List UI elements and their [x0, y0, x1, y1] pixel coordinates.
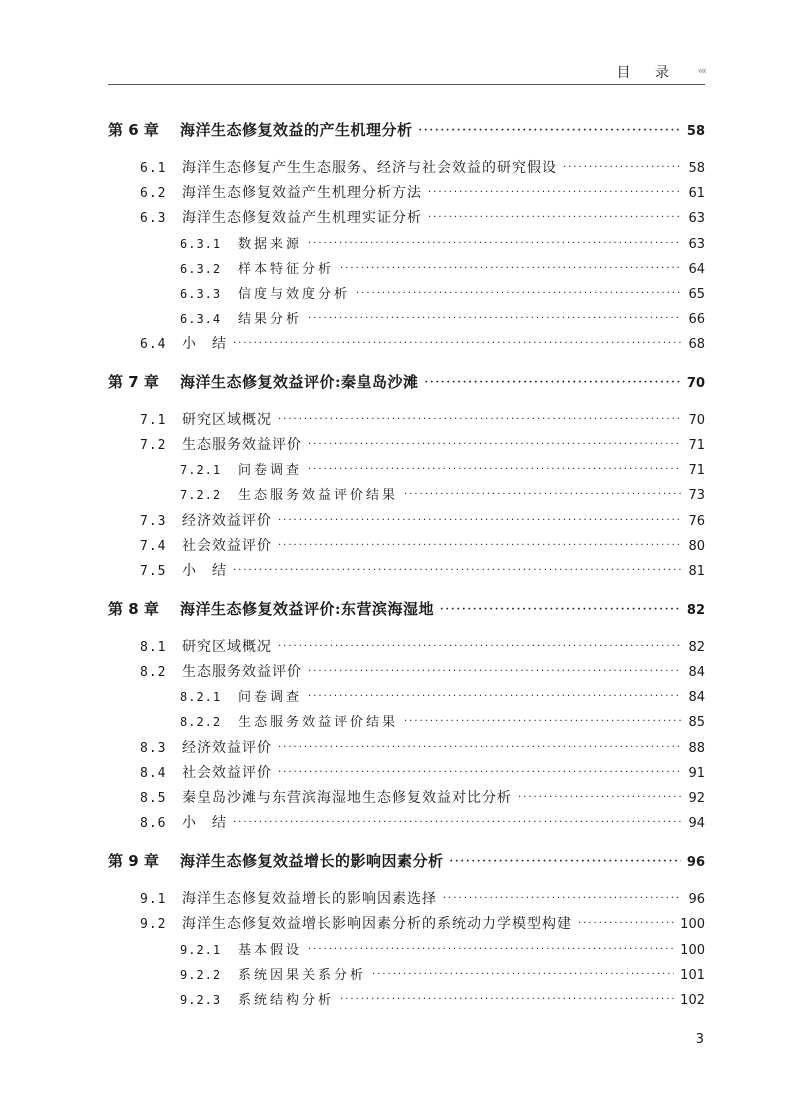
section-title: 经济效益评价: [182, 740, 272, 756]
leader-dots: [278, 767, 682, 778]
subsection-number: 6.3.3: [180, 287, 222, 301]
section-title: 生态服务效益评价: [182, 437, 302, 453]
leader-dots: [308, 439, 682, 450]
toc-section-6-2[interactable]: [140, 182, 705, 204]
chapter-title: 海洋生态修复效益的产生机理分析: [180, 121, 413, 139]
leader-dots: [308, 691, 682, 702]
leader-dots: [404, 716, 682, 727]
section-title: 海洋生态修复效益产生机理实证分析: [182, 210, 422, 226]
toc-section-7-2[interactable]: [140, 434, 705, 456]
leader-dots: [340, 994, 674, 1005]
toc-section-9-1[interactable]: [140, 888, 705, 910]
section-title: 海洋生态修复产生生态服务、经济与社会效益的研究假设: [182, 160, 557, 176]
toc-section-6-3[interactable]: [140, 207, 705, 229]
page-number: 66: [688, 312, 705, 327]
toc-subsection-6-3-3[interactable]: [180, 283, 705, 305]
running-header: [108, 60, 705, 85]
section-number: 8.1: [140, 640, 167, 655]
chapter-number: 第 8 章: [108, 600, 159, 618]
section-title: 经济效益评价: [182, 513, 272, 529]
page-number: 73: [688, 488, 705, 503]
toc-subsection-6-3-2[interactable]: [180, 258, 705, 280]
section-number: 6.3: [140, 211, 167, 226]
leader-dots: [233, 565, 682, 576]
leader-dots: [308, 944, 674, 955]
leader-dots: [419, 125, 681, 136]
section-number: 7.5: [140, 564, 167, 579]
section-number: 6.4: [140, 337, 167, 352]
toc-section-8-2[interactable]: [140, 661, 705, 683]
subsection-title: 基本假设: [238, 943, 303, 958]
subsection-title: 数据来源: [238, 237, 303, 252]
page-number: 82: [686, 603, 705, 618]
toc-section-7-5[interactable]: [140, 560, 705, 582]
section-title: 小 结: [182, 336, 227, 352]
toc-chapter-6[interactable]: [108, 119, 705, 141]
subsection-number: 6.3.4: [180, 312, 222, 326]
page-number: 84: [688, 690, 705, 705]
toc-section-6-4[interactable]: [140, 333, 705, 355]
subsection-number: 7.2.1: [180, 463, 222, 477]
section-number: 8.6: [140, 816, 167, 831]
chapter-title: 海洋生态修复效益评价:东营滨海湿地: [180, 600, 435, 618]
leader-dots: [278, 515, 682, 526]
leader-dots: [563, 162, 682, 173]
subsection-title: 问卷调查: [238, 463, 303, 478]
subsection-number: 6.3.2: [180, 262, 222, 276]
page-number: 71: [688, 438, 705, 453]
leader-dots: [578, 918, 674, 929]
page-number: 91: [688, 766, 705, 781]
leader-dots: [308, 464, 682, 475]
page-number: 64: [688, 262, 705, 277]
page-number: 76: [688, 514, 705, 529]
header-title: 目 录: [616, 65, 679, 81]
toc-section-7-3[interactable]: [140, 510, 705, 532]
toc-section-8-4[interactable]: [140, 762, 705, 784]
leader-dots: [278, 414, 682, 425]
page-number: 58: [686, 124, 705, 139]
chapter-number: 第 9 章: [108, 852, 159, 870]
toc-section-8-6[interactable]: [140, 812, 705, 834]
page-number: 94: [688, 816, 705, 831]
page-number: 92: [688, 791, 705, 806]
subsection-title: 生态服务效益评价结果: [238, 715, 399, 730]
subsection-title: 信度与效度分析: [238, 287, 351, 302]
toc-chapter-8[interactable]: [108, 598, 705, 620]
leader-dots: [450, 856, 681, 867]
subsection-title: 结果分析: [238, 312, 303, 327]
toc-subsection-9-2-1[interactable]: [180, 939, 705, 961]
section-number: 9.1: [140, 892, 167, 907]
section-title: 研究区域概况: [182, 412, 272, 428]
section-title: 社会效益评价: [182, 765, 272, 781]
page-number: 68: [688, 337, 705, 352]
toc-subsection-7-2-1[interactable]: [180, 459, 705, 481]
chapter-number: 第 7 章: [108, 373, 159, 391]
section-number: 7.3: [140, 514, 167, 529]
section-title: 社会效益评价: [182, 538, 272, 554]
section-title: 海洋生态修复效益增长的影响因素选择: [182, 891, 437, 907]
page-number: 80: [688, 539, 705, 554]
leader-dots: [443, 893, 682, 904]
section-title: 生态服务效益评价: [182, 664, 302, 680]
chevron-left-icon: ‹‹‹: [697, 64, 705, 77]
leader-dots: [340, 263, 682, 274]
leader-dots: [233, 338, 682, 349]
section-number: 8.4: [140, 766, 167, 781]
section-number: 6.1: [140, 161, 167, 176]
subsection-number: 9.2.3: [180, 993, 222, 1007]
leader-dots: [428, 187, 682, 198]
leader-dots: [440, 604, 681, 615]
toc-subsection-6-3-1[interactable]: [180, 233, 705, 255]
page-number: 96: [688, 892, 705, 907]
page-number: 102: [680, 993, 705, 1008]
section-number: 7.1: [140, 413, 167, 428]
leader-dots: [278, 742, 682, 753]
page-number: 85: [688, 715, 705, 730]
leader-dots: [425, 377, 681, 388]
page-number: 96: [686, 855, 705, 870]
toc-section-8-3[interactable]: [140, 737, 705, 759]
page-number: 100: [680, 943, 705, 958]
page-number: 65: [688, 287, 705, 302]
section-number: 9.2: [140, 917, 167, 932]
leader-dots: [428, 212, 682, 223]
toc-subsection-8-2-2[interactable]: [180, 711, 705, 733]
toc-subsection-9-2-2[interactable]: [180, 964, 705, 986]
subsection-title: 系统因果关系分析: [238, 968, 367, 983]
page-number: 84: [688, 665, 705, 680]
page-number: 58: [688, 161, 705, 176]
page-number: 70: [688, 413, 705, 428]
subsection-number: 6.3.1: [180, 237, 222, 251]
leader-dots: [308, 313, 682, 324]
folio-page-number: 3: [695, 1032, 704, 1047]
page-number: 101: [680, 968, 705, 983]
chapter-number: 第 6 章: [108, 121, 159, 139]
subsection-number: 7.2.2: [180, 488, 222, 502]
leader-dots: [518, 792, 682, 803]
section-number: 7.4: [140, 539, 167, 554]
section-number: 8.2: [140, 665, 167, 680]
leader-dots: [233, 817, 682, 828]
toc-section-8-5[interactable]: [140, 787, 705, 809]
leader-dots: [308, 238, 682, 249]
page-number: 71: [688, 463, 705, 478]
section-title: 秦皇岛沙滩与东营滨海湿地生态修复效益对比分析: [182, 790, 512, 806]
subsection-number: 9.2.1: [180, 943, 222, 957]
page-number: 82: [688, 640, 705, 655]
subsection-title: 样本特征分析: [238, 262, 335, 277]
subsection-number: 8.2.1: [180, 690, 222, 704]
leader-dots: [308, 666, 682, 677]
section-title: 小 结: [182, 815, 227, 831]
leader-dots: [404, 489, 682, 500]
leader-dots: [356, 288, 682, 299]
toc-chapter-7[interactable]: [108, 371, 705, 393]
subsection-title: 问卷调查: [238, 690, 303, 705]
section-number: 8.3: [140, 741, 167, 756]
page-number: 88: [688, 741, 705, 756]
page-number: 70: [686, 376, 705, 391]
toc-subsection-8-2-1[interactable]: [180, 686, 705, 708]
toc-section-7-4[interactable]: [140, 535, 705, 557]
leader-dots: [372, 969, 674, 980]
toc-chapter-9[interactable]: [108, 850, 705, 872]
toc-section-8-1[interactable]: [140, 636, 705, 658]
subsection-number: 9.2.2: [180, 968, 222, 982]
toc-section-6-1[interactable]: [140, 157, 705, 179]
section-number: 6.2: [140, 186, 167, 201]
toc-subsection-6-3-4[interactable]: [180, 308, 705, 330]
section-number: 7.2: [140, 438, 167, 453]
page-number: 81: [688, 564, 705, 579]
page-number: 61: [688, 186, 705, 201]
leader-dots: [278, 540, 682, 551]
toc-section-9-2[interactable]: [140, 913, 705, 935]
leader-dots: [278, 641, 682, 652]
subsection-title: 生态服务效益评价结果: [238, 488, 399, 503]
toc-subsection-9-2-3[interactable]: [180, 989, 705, 1011]
chapter-title: 海洋生态修复效益评价:秦皇岛沙滩: [180, 373, 419, 391]
section-title: 海洋生态修复效益增长影响因素分析的系统动力学模型构建: [182, 916, 572, 932]
subsection-title: 系统结构分析: [238, 993, 335, 1008]
section-number: 8.5: [140, 791, 167, 806]
page-number: 63: [688, 211, 705, 226]
section-title: 研究区域概况: [182, 639, 272, 655]
page-number: 63: [688, 237, 705, 252]
subsection-number: 8.2.2: [180, 715, 222, 729]
toc-subsection-7-2-2[interactable]: [180, 484, 705, 506]
chapter-title: 海洋生态修复效益增长的影响因素分析: [180, 852, 444, 870]
page-number: 100: [680, 917, 705, 932]
toc-section-7-1[interactable]: [140, 409, 705, 431]
section-title: 小 结: [182, 563, 227, 579]
section-title: 海洋生态修复效益产生机理分析方法: [182, 185, 422, 201]
